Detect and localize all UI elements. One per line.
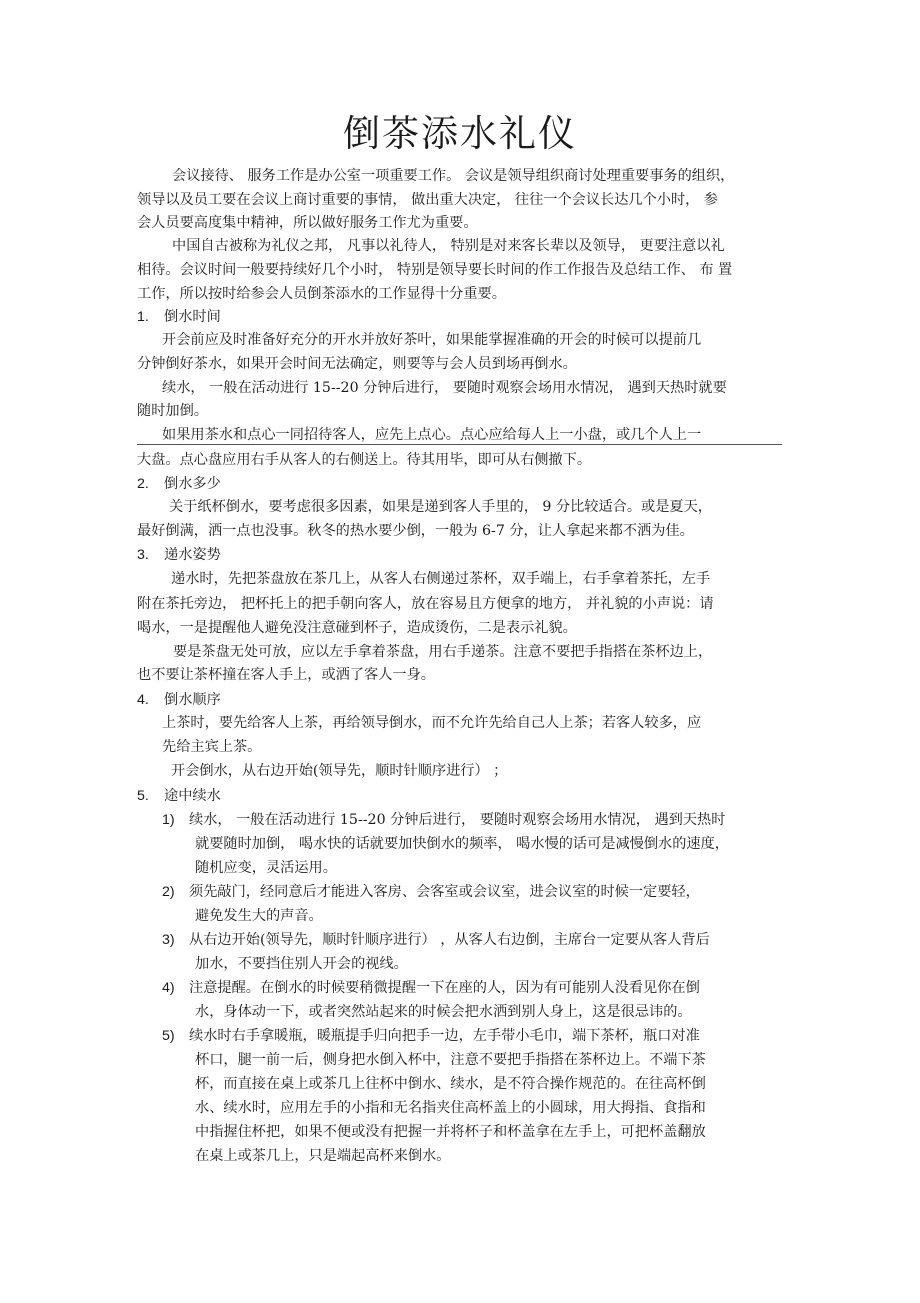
intro-p1-line-3: 会人员要高度集中精神，所以做好服务工作尤为重要。 (137, 215, 478, 231)
item-4-line-2: 水，身体动一下，或者突然站起来的时候会把水洒到别人身上，这是很忌讳的。 (195, 1004, 692, 1020)
item-5-line-3: 杯，而直接在桌上或茶几上往杯中倒水、续水，是不符合操作规范的。在往高杯倒 (195, 1076, 706, 1092)
section-2-number: 2. (137, 476, 149, 492)
intro-p1-line-1: 会议接待、 服务工作是办公室一项重要工作。 会议是领导组织商讨处理重要事务的组织， (172, 168, 735, 184)
item-3-line-1: 从右边开始(领导先，顺时针顺序进行） ，从客人右边倒，主席台一定要从客人背后 (189, 932, 710, 948)
horizontal-divider (137, 444, 782, 445)
item-3-line-2: 加水，不要挡住别人开会的视线。 (195, 956, 408, 972)
section-4-line-1: 上茶时，要先给客人上茶，再给领导倒水，而不允许先给自己人上茶；若客人较多，应 (162, 715, 702, 731)
item-5-line-2: 杯口，腿一前一后，侧身把水倒入杯中，注意不要把手指搭在茶杯边上。不端下茶 (195, 1052, 706, 1068)
item-4-number: 4) (162, 980, 175, 996)
section-3-number: 3. (137, 547, 149, 563)
item-5-line-1: 续水时右手拿暖瓶，暖瓶提手归向把手一边，左手带小毛巾，端下茶杯，瓶口对准 (189, 1028, 700, 1044)
item-1-line-3: 随机应变，灵活运用。 (195, 860, 337, 876)
section-1-line-3: 续水， 一般在活动进行 15--20 分钟后进行， 要随时观察会场用水情况， 遇到天热时就要 (162, 380, 727, 396)
section-1-line-6: 大盘。点心盘应用右手从客人的右侧送上。待其用毕，即可从右侧撤下。 (137, 452, 592, 468)
section-4-line-2: 先给主宾上茶。 (162, 739, 262, 755)
item-4-line-1: 注意提醒。在倒水的时候要稍微提醒一下在座的人，因为有可能别人没看见你在倒 (189, 980, 700, 996)
section-5-heading: 途中续水 (164, 788, 221, 804)
section-2-line-2: 最好倒满，洒一点也没事。秋冬的热水要少倒，一般为 6-7 分，让人拿起来都不洒为佳。 (137, 523, 694, 539)
section-1-line-2: 分钟倒好茶水，如果开会时间无法确定，则要等与会人员到场再倒水。 (137, 356, 577, 372)
intro-p1-line-2: 领导以及员工要在会议上商讨重要的事情， 做出重大决定， 往往一个会议长达几个小时， 参 (137, 192, 719, 208)
intro-p2-line-3: 工作，所以按时给参会人员倒茶添水的工作显得十分重要。 (137, 286, 506, 302)
section-5-number: 5. (137, 788, 149, 804)
section-1-number: 1. (137, 309, 149, 325)
item-5-line-4: 水、续水时，应用左手的小指和无名指夹住高杯盖上的小圆球，用大拇指、食指和 (195, 1100, 706, 1116)
section-2-line-1: 关于纸杯倒水，要考虑很多因素，如果是递到客人手里的， 9 分比较适合。或是夏天， (169, 499, 712, 515)
section-3-line-5: 也不要让茶杯撞在客人手上，或洒了客人一身。 (137, 667, 435, 683)
item-2-line-2: 避免发生大的声音。 (195, 908, 323, 924)
item-3-number: 3) (162, 932, 175, 948)
section-1-line-1: 开会前应及时准备好充分的开水并放好茶叶，如果能掌握准确的开会的时候可以提前几 (162, 332, 702, 348)
item-5-line-6: 在桌上或茶几上，只是端起高杯来倒水。 (195, 1148, 451, 1164)
intro-p2-line-2: 相待。会议时间一般要持续好几个小时， 特别是领导要长时间的作工作报告及总结工作、 布 置 (137, 262, 733, 278)
section-3-line-3: 喝水，一是提醒他人避免没注意碰到杯子，造成烫伤，二是表示礼貌。 (137, 620, 577, 636)
section-4-number: 4. (137, 692, 149, 708)
section-1-heading: 倒水时间 (164, 309, 221, 325)
section-4-line-3: 开会倒水，从右边开始(领导先，顺时针顺序进行） ； (171, 763, 508, 779)
item-1-line-1: 续水， 一般在活动进行 15--20 分钟后进行， 要随时观察会场用水情况， 遇到天热时 (189, 812, 726, 828)
section-4-heading: 倒水顺序 (164, 692, 221, 708)
section-3-line-1: 递水时，先把茶盘放在茶几上，从客人右侧递过茶杯，双手端上，右手拿着茶托，左手 (171, 571, 711, 587)
page-title: 倒茶添水礼仪 (343, 112, 577, 155)
section-3-line-4: 要是茶盘无处可放，应以左手拿着茶盘，用右手递茶。注意不要把手指搭在茶杯边上， (173, 644, 713, 660)
section-3-heading: 递水姿势 (164, 547, 221, 563)
section-1-line-5: 如果用茶水和点心一同招待客人，应先上点心。点心应给每人上一小盘，或几个人上一 (162, 427, 702, 443)
item-2-number: 2) (162, 884, 175, 900)
item-2-line-1: 须先敲门，经同意后才能进入客房、会客室或会议室，进会议室的时候一定要轻， (189, 884, 700, 900)
item-1-number: 1) (162, 812, 175, 828)
section-2-heading: 倒水多少 (164, 476, 221, 492)
item-5-number: 5) (162, 1028, 175, 1044)
section-3-line-2: 附在茶托旁边， 把杯托上的把手朝向客人，放在容易且方便拿的地方， 并礼貌的小声说：请 (137, 596, 714, 612)
intro-p2-line-1: 中国自古被称为礼仪之邦， 凡事以礼待人， 特别是对来客长辈以及领导， 更要注意以礼 (172, 238, 725, 254)
item-1-line-2: 就要随时加倒， 喝水快的话就要加快倒水的频率， 喝水慢的话可是减慢倒水的速度， (195, 836, 729, 852)
item-5-line-5: 中指握住杯把，如果不便或没有把握一并将杯子和杯盖拿在左手上，可把杯盖翻放 (195, 1124, 706, 1140)
section-1-line-4: 随时加倒。 (137, 403, 208, 419)
